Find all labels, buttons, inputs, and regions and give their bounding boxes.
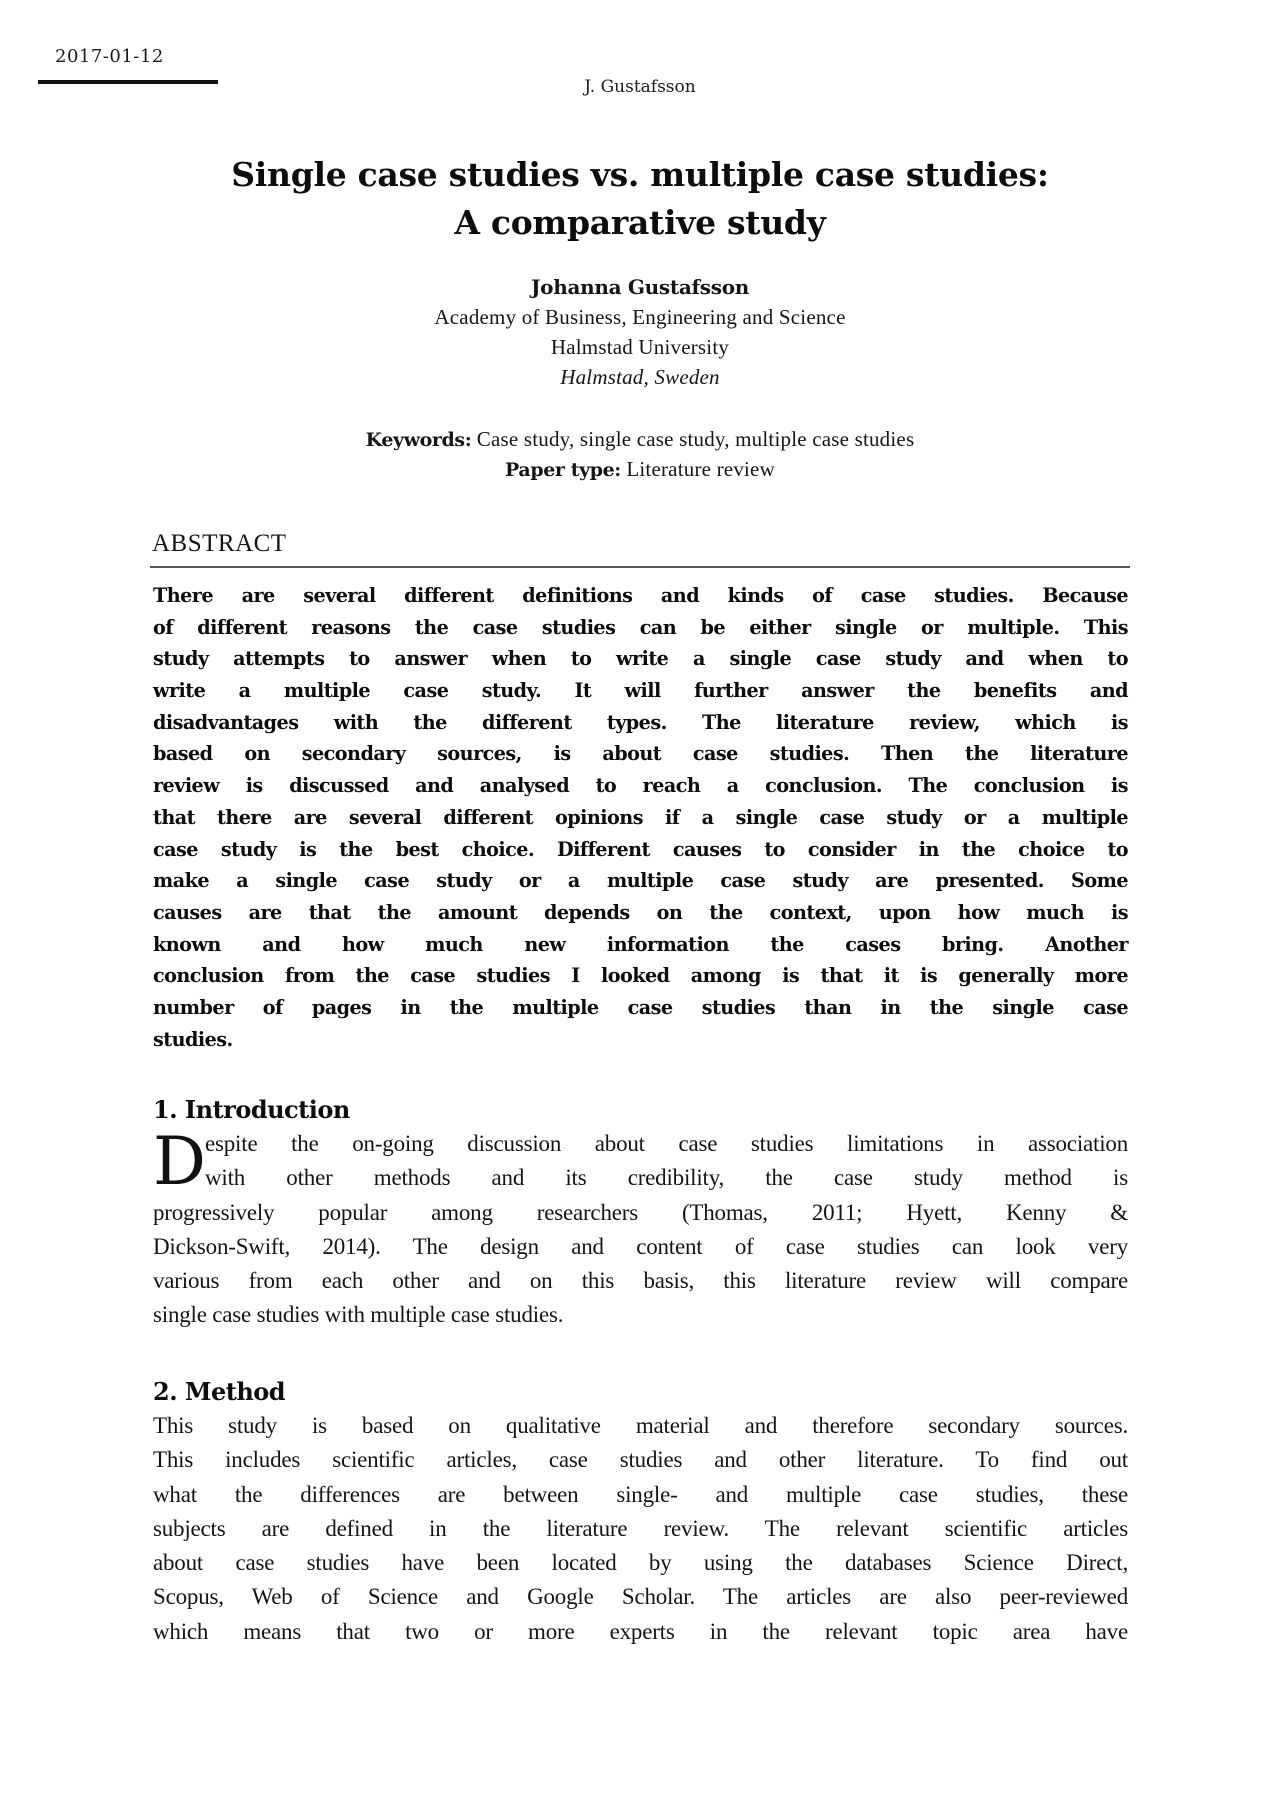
author-name: Johanna Gustafsson xyxy=(531,275,749,299)
author-university: Halmstad University xyxy=(550,335,730,359)
body-line: progressively popular among researchers (Thomas, 2011; Hyett, Kenny & xyxy=(153,1199,1128,1225)
abstract-line: study attempts to answer when to write a single case study and when to xyxy=(153,647,1128,671)
body-line: with other methods and its credibility, the case study method is xyxy=(205,1165,1128,1191)
paper-type-line xyxy=(0,457,1280,482)
body-line: single case studies with multiple case studies. xyxy=(153,1302,564,1328)
body-line: about case studies have been located by using the databases Science Direct, xyxy=(153,1550,1128,1576)
paper-title-line-1: Single case studies vs. multiple case studies: xyxy=(231,155,1049,194)
body-line: espite the on-going discussion about case studies limitations in association xyxy=(205,1131,1128,1156)
abstract-line: make a single case study or a multiple case study are presented. Some xyxy=(153,869,1128,893)
abstract-heading: ABSTRACT xyxy=(152,530,287,557)
keywords-line xyxy=(0,427,1280,452)
abstract-line: based on secondary sources, is about case studies. Then the literature xyxy=(153,742,1128,766)
abstract-line: known and how much new information the cases bring. Another xyxy=(153,932,1128,956)
paper-type-value: Literature review xyxy=(626,457,775,481)
body-line: Scopus, Web of Science and Google Scholar. The articles are also peer-reviewed xyxy=(153,1584,1128,1610)
body-line: This study is based on qualitative material and therefore secondary sources. xyxy=(153,1413,1128,1438)
abstract-line: number of pages in the multiple case studies than in the single case xyxy=(153,995,1128,1019)
paper-title-line-2: A comparative study xyxy=(454,203,826,242)
abstract-line: review is discussed and analysed to reach a conclusion. The conclusion is xyxy=(153,774,1128,798)
body-line: which means that two or more experts in the relevant topic area have xyxy=(153,1618,1128,1644)
abstract-line: causes are that the amount depends on the context, upon how much is xyxy=(153,900,1128,924)
drop-cap: D xyxy=(153,1123,206,1200)
abstract-line: studies. xyxy=(153,1027,233,1051)
header-date: 2017-01-12 xyxy=(55,46,164,67)
abstract-line: write a multiple case study. It will further answer the benefits and xyxy=(153,679,1128,703)
body-line: subjects are defined in the literature review. The relevant scientific articles xyxy=(153,1515,1128,1541)
abstract-line: that there are several different opinions if a single case study or a multiple xyxy=(153,805,1128,829)
paper-type-label: Paper type: xyxy=(505,459,621,481)
abstract-line: case study is the best choice. Different causes to consider in the choice to xyxy=(153,837,1128,861)
author-location: Halmstad, Sweden xyxy=(560,365,720,389)
abstract-divider xyxy=(150,566,1130,568)
method-body xyxy=(153,1409,1128,1649)
body-line: what the differences are between single- and multiple case studies, these xyxy=(153,1481,1128,1507)
keywords-label: Keywords: xyxy=(365,429,472,451)
section-heading-method: 2. Method xyxy=(153,1377,286,1406)
running-head-author: J. Gustafsson xyxy=(584,77,696,97)
body-line: various from each other and on this basis, this literature review will compare xyxy=(153,1268,1128,1294)
abstract-line: There are several different definitions and kinds of case studies. Because xyxy=(153,584,1128,607)
keywords-value: Case study, single case study, multiple case studies xyxy=(476,427,915,451)
abstract-line: conclusion from the case studies I looked among is that it is generally more xyxy=(153,964,1128,988)
section-heading-introduction: 1. Introduction xyxy=(153,1095,350,1124)
abstract-body xyxy=(153,580,1128,1055)
body-line: This includes scientific articles, case studies and other literature. To find out xyxy=(153,1447,1128,1473)
introduction-body xyxy=(153,1123,1128,1333)
abstract-line: disadvantages with the different types. The literature review, which is xyxy=(153,710,1128,734)
body-line: Dickson-Swift, 2014). The design and content of case studies can look very xyxy=(153,1233,1128,1259)
abstract-line: of different reasons the case studies can be either single or multiple. This xyxy=(153,615,1128,639)
author-affiliation: Academy of Business, Engineering and Science xyxy=(434,305,846,329)
